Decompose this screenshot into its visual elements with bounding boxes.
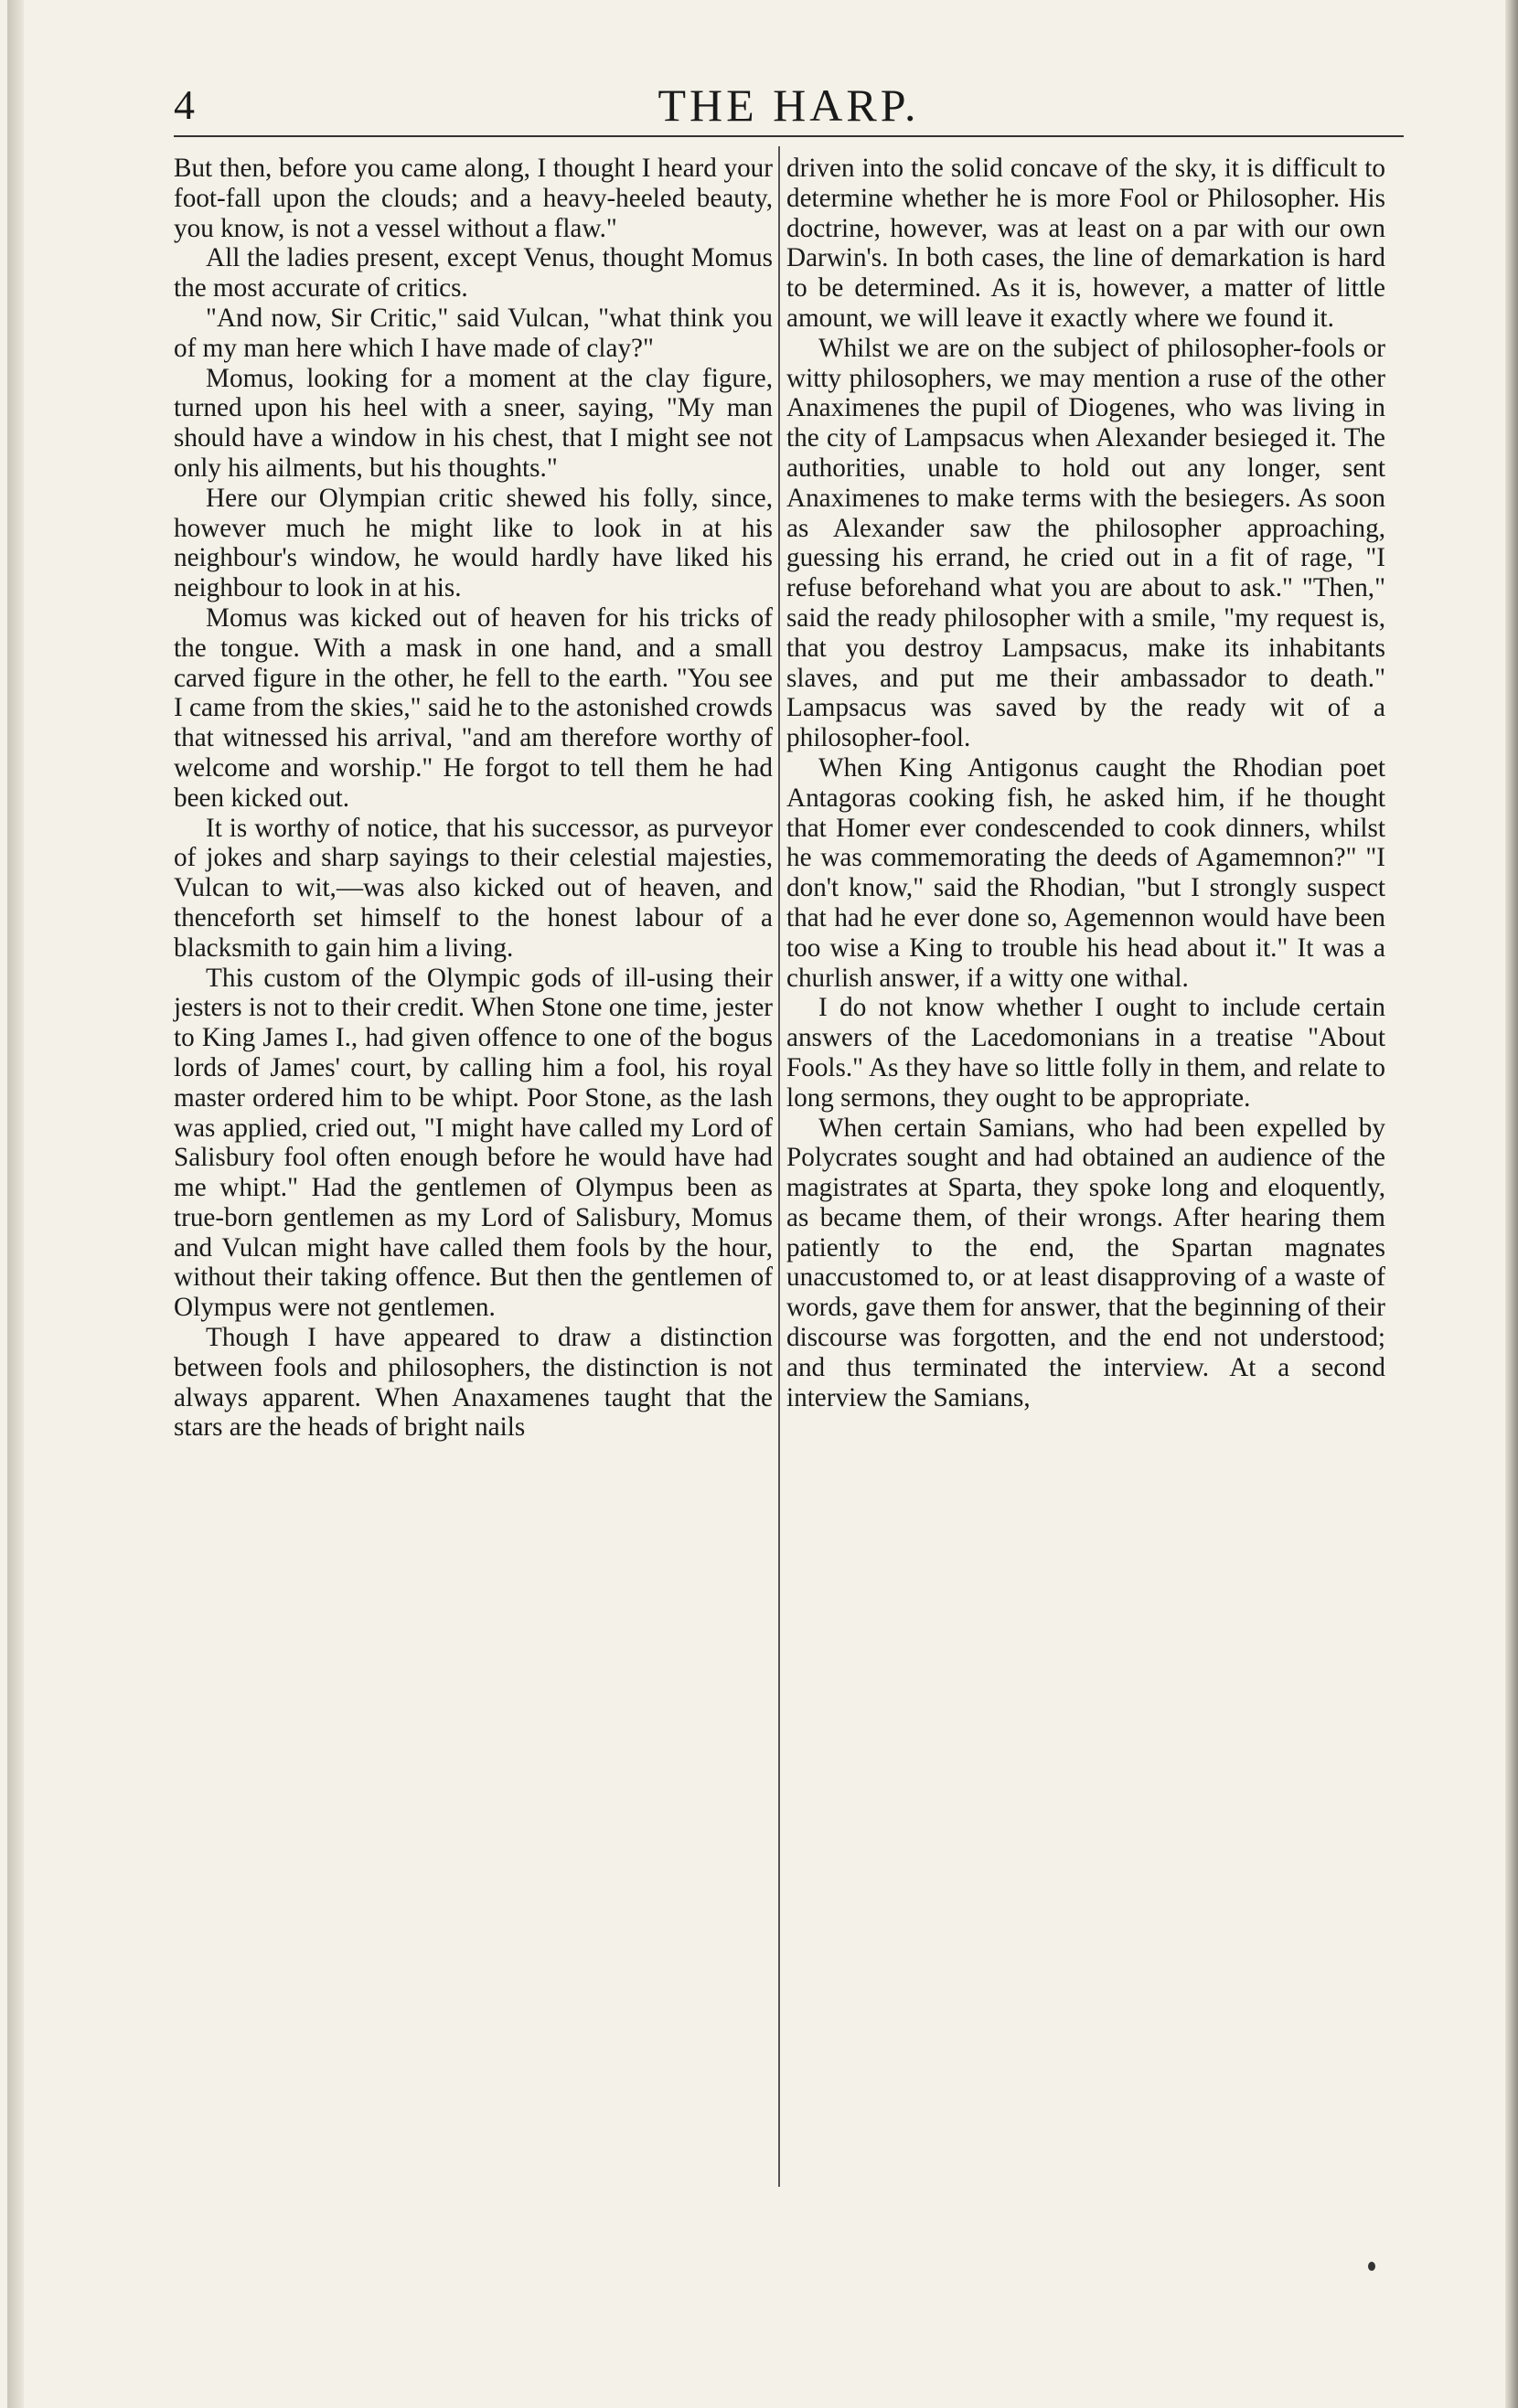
running-title: THE HARP.	[657, 80, 920, 131]
paragraph: I do not know whether I ought to include certain answers of the Lacedomonians in a treatise "About Fools." As they have so little folly in them, and relate to long sermons, they ought to be appropriate.	[786, 993, 1385, 1113]
page-edge-left	[7, 0, 24, 2408]
paragraph: Though I have appeared to draw a distinction between fools and philosophers, the distinction is not always apparent. When Anaxamenes taught that the stars are the heads of bright nails	[174, 1323, 773, 1443]
paragraph: All the ladies present, except Venus, thought Momus the most accurate of critics.	[174, 243, 773, 304]
column-divider	[778, 146, 780, 2187]
paragraph: "And now, Sir Critic," said Vulcan, "what think you of my man here which I have made of clay?"	[174, 303, 773, 363]
paragraph: Whilst we are on the subject of philosopher-fools or witty philosophers, we may mention a ruse of the other Anaximenes the pupil of Diogenes, who was living in the city of Lampsacus when Alexander besieged it. The authorities, unable to hold out any longer, sent Anaximenes to make terms with the besiegers. As soon as Alexander saw the philosopher approaching, guessing his errand, he cried out in a fit of rage, "I refuse beforehand what you are about to ask." "Then," said the ready philosopher with a smile, "my request is, that you destroy Lampsacus, make its inhabitants slaves, and put me their ambassador to death." Lampsacus was saved by the ready wit of a philosopher-fool.	[786, 333, 1385, 753]
paragraph: Momus was kicked out of heaven for his tricks of the tongue. With a mask in one hand, and a small carved figure in the other, he fell to the earth. "You see I came from the skies," said he to the astonished crowds that witnessed his arrival, "and am therefore worthy of welcome and worship." He forgot to tell them he had been kicked out.	[174, 602, 773, 813]
paragraph: This custom of the Olympic gods of ill-using their jesters is not to their credit. When Stone one time, jester to King James I., had given offence to one of the bogus lords of James' court, by calling him a fool, his royal master ordered him to be whipt. Poor Stone, as the lash was applied, cried out, "I might have called my Lord of Salisbury fool often enough before he would have had me whipt." Had the gentlemen of Olympus been as true-born gentlemen as my Lord of Salisbury, Momus and Vulcan might have called them fools by the hour, without their taking offence. But then the gentlemen of Olympus were not gentlemen.	[174, 963, 773, 1323]
page-edge-right	[1505, 0, 1518, 2408]
paragraph: Momus, looking for a moment at the clay figure, turned upon his heel with a sneer, saying, "My man should have a window in his chest, that I might see not only his ailments, but his thoughts."	[174, 363, 773, 483]
paragraph: Here our Olympian critic shewed his folly, since, however much he might like to look in at his neighbour's window, he would hardly have liked his neighbour to look in at his.	[174, 483, 773, 603]
page-header	[174, 73, 1404, 137]
paragraph: driven into the solid concave of the sky, it is difficult to determine whether he is more Fool or Philosopher. His doctrine, however, was at least on a par with our own Darwin's. In both cases, the line of demarkation is hard to be determined. As it is, however, a matter of little amount, we will leave it exactly where we found it.	[786, 154, 1385, 333]
paragraph: When King Antigonus caught the Rhodian poet Antagoras cooking fish, he asked him, if he thought that Homer ever condescended to cook dinners, whilst he was commemorating the deeds of Agamemnon?" "I don't know," said the Rhodian, "but I strongly suspect that had he ever done so, Agemennon would have been too wise a King to trouble his head about it." It was a churlish answer, if a witty one withal.	[786, 752, 1385, 993]
ink-speck	[1368, 2262, 1375, 2271]
page-number: 4	[174, 81, 195, 128]
paragraph: It is worthy of notice, that his successor, as purveyor of jokes and sharp sayings to their celestial majesties, Vulcan to wit,—was also kicked out of heaven, and thenceforth set himself to the honest labour of a blacksmith to gain him a living.	[174, 813, 773, 963]
left-column	[174, 154, 773, 1443]
right-column	[786, 154, 1385, 1412]
header-rule	[174, 135, 1404, 137]
paragraph: But then, before you came along, I thought I heard your foot-fall upon the clouds; and a heavy-heeled beauty, you know, is not a vessel without a flaw."	[174, 154, 773, 243]
paragraph: When certain Samians, who had been expelled by Polycrates sought and had obtained an audience of the magistrates at Sparta, they spoke long and eloquently, as became them, of their wrongs. After hearing them patiently to the end, the Spartan magnates unaccustomed to, or at least disapproving of a waste of words, gave them for answer, that the beginning of their discourse was forgotten, and the end not understood; and thus terminated the interview. At a second interview the Samians,	[786, 1113, 1385, 1412]
